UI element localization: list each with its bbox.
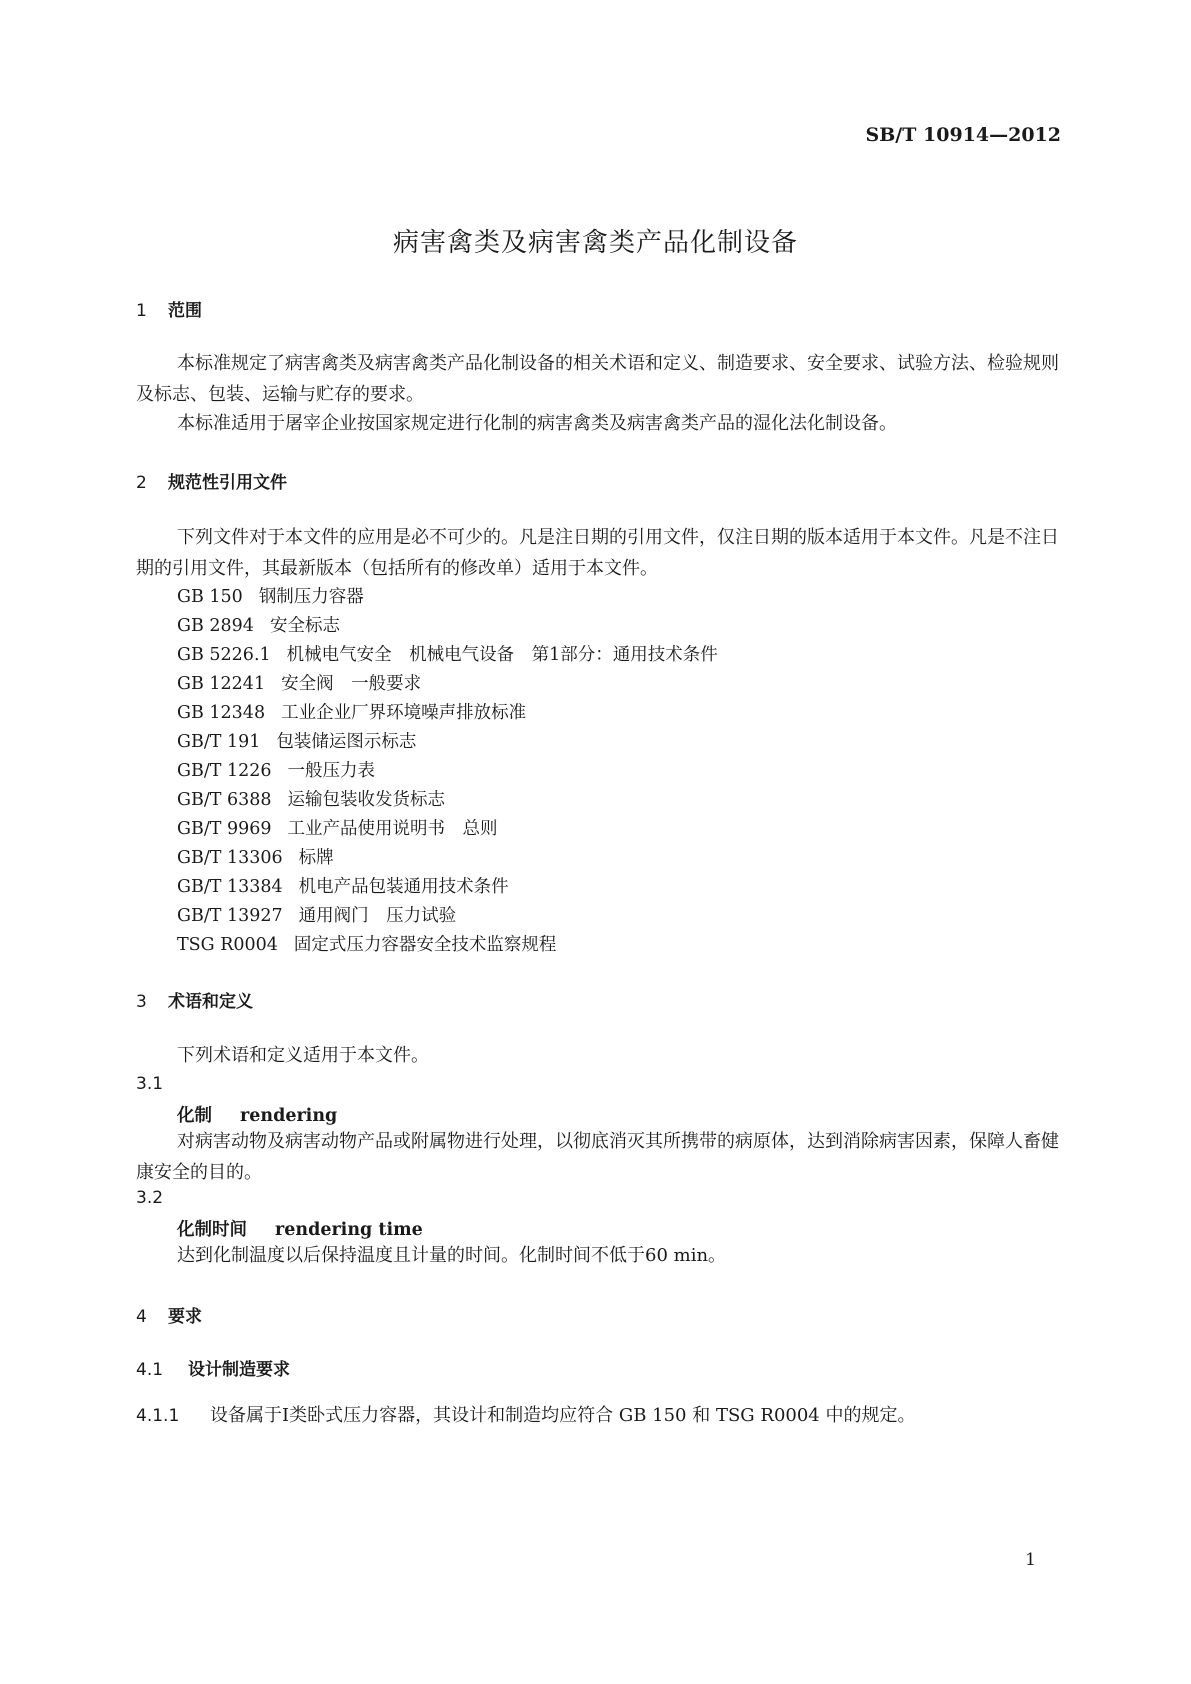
reference-code: GB/T 1226 — [177, 761, 272, 781]
reference-code: GB 2894 — [177, 616, 254, 636]
reference-code: GB 12348 — [177, 703, 266, 723]
reference-code: TSG R0004 — [177, 935, 278, 955]
reference-item — [177, 641, 718, 666]
subsection-4-1-heading — [136, 1355, 290, 1380]
paragraph-text: 本标准适用于屠宰企业按国家规定进行化制的病害禽类及病害禽类产品的湿化法化制设备。 — [177, 413, 897, 434]
reference-item — [177, 728, 416, 753]
section-number: 2 — [136, 473, 147, 493]
term-number: 3.1 — [136, 1074, 164, 1094]
term-english: rendering — [240, 1106, 338, 1126]
reference-item — [177, 786, 445, 811]
section-title: 术语和定义 — [168, 992, 253, 1012]
term-english: rendering time — [275, 1220, 423, 1240]
reference-item — [177, 931, 556, 956]
section-1-heading — [136, 296, 202, 321]
reference-code: GB 12241 — [177, 674, 266, 694]
paragraph-text: 对病害动物及病害动物产品或附属物进行处理，以彻底消灭其所携带的病原体，达到消除病害因素，保障人畜健康安全的目的。 — [136, 1131, 1059, 1183]
term-number: 3.2 — [136, 1188, 164, 1208]
reference-item — [177, 873, 509, 898]
section-number: 1 — [136, 301, 147, 321]
term-definition — [136, 1126, 1064, 1188]
section-4-heading — [136, 1302, 202, 1327]
clause-number: 4.1.1 — [136, 1406, 180, 1426]
terms-intro — [136, 1040, 1064, 1071]
reference-code: GB/T 191 — [177, 732, 261, 752]
reference-title: 一般压力表 — [287, 761, 376, 781]
reference-code: GB/T 13927 — [177, 906, 283, 926]
subsection-number: 4.1 — [136, 1360, 164, 1380]
scope-paragraph-1 — [136, 348, 1064, 410]
reference-item — [177, 844, 334, 869]
page-number: 1 — [1025, 1550, 1036, 1570]
term-chinese: 化制时间 — [177, 1220, 247, 1240]
reference-title: 标牌 — [298, 848, 334, 868]
reference-code: GB/T 6388 — [177, 790, 272, 810]
section-title: 要求 — [168, 1307, 202, 1327]
reference-title: 机械电气安全 机械电气设备 第1部分：通用技术条件 — [286, 645, 718, 665]
reference-item — [177, 670, 421, 695]
scope-paragraph-2 — [136, 408, 1064, 439]
reference-item — [177, 583, 364, 608]
reference-item — [177, 612, 340, 637]
reference-title: 机电产品包装通用技术条件 — [298, 877, 509, 897]
reference-title: 钢制压力容器 — [258, 587, 364, 607]
standard-number: SB/T 10914—2012 — [865, 124, 1061, 146]
term-chinese: 化制 — [177, 1106, 212, 1126]
reference-code: GB/T 13306 — [177, 848, 283, 868]
references-intro — [136, 522, 1064, 584]
paragraph-text: 达到化制温度以后保持温度且计量的时间。化制时间不低于60 min。 — [177, 1245, 727, 1266]
reference-item — [177, 815, 498, 840]
reference-item — [177, 902, 456, 927]
reference-title: 工业企业厂界环境噪声排放标准 — [281, 703, 527, 723]
subsection-title: 设计制造要求 — [188, 1360, 290, 1380]
paragraph-text: 下列文件对于本文件的应用是必不可少的。凡是注日期的引用文件，仅注日期的版本适用于本文件。凡是不注日期的引用文件，其最新版本（包括所有的修改单）适用于本文件。 — [136, 527, 1059, 579]
document-title: 病害禽类及病害禽类产品化制设备 — [392, 228, 798, 258]
reference-item — [177, 699, 526, 724]
section-title: 规范性引用文件 — [168, 473, 287, 493]
reference-code: GB 5226.1 — [177, 645, 271, 665]
clause-4-1-1 — [136, 1401, 915, 1427]
paragraph-text: 下列术语和定义适用于本文件。 — [177, 1045, 429, 1066]
reference-code: GB 150 — [177, 587, 243, 607]
term-heading — [177, 1102, 337, 1127]
reference-title: 工业产品使用说明书 总则 — [287, 819, 498, 839]
clause-text: 设备属于Ⅰ类卧式压力容器，其设计和制造均应符合 GB 150 和 TSG R0004 中的规定。 — [210, 1405, 916, 1426]
section-title: 范围 — [168, 301, 202, 321]
term-heading — [177, 1216, 423, 1241]
reference-title: 通用阀门 压力试验 — [298, 906, 457, 926]
reference-title: 包装储运图示标志 — [276, 732, 417, 752]
section-2-heading — [136, 468, 287, 493]
section-3-heading — [136, 987, 253, 1012]
reference-title: 安全标志 — [269, 616, 340, 636]
reference-code: GB/T 9969 — [177, 819, 272, 839]
paragraph-text: 本标准规定了病害禽类及病害禽类产品化制设备的相关术语和定义、制造要求、安全要求、试验方法、检验规则及标志、包装、运输与贮存的要求。 — [136, 353, 1059, 405]
reference-title: 固定式压力容器安全技术监察规程 — [293, 935, 557, 955]
reference-code: GB/T 13384 — [177, 877, 283, 897]
term-definition — [136, 1240, 1064, 1271]
reference-item — [177, 757, 375, 782]
reference-title: 运输包装收发货标志 — [287, 790, 446, 810]
section-number: 4 — [136, 1307, 147, 1327]
reference-title: 安全阀 一般要求 — [281, 674, 422, 694]
section-number: 3 — [136, 992, 147, 1012]
